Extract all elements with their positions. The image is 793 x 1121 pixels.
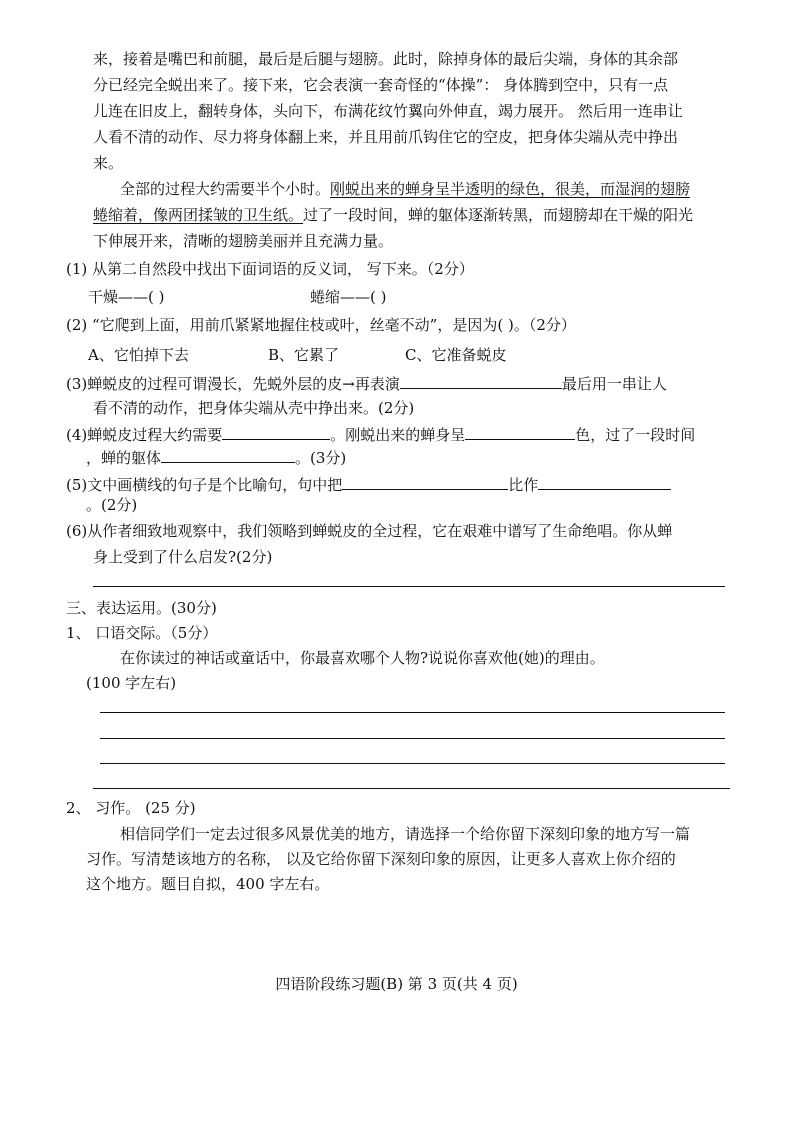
q2-option-b[interactable]: B、它累了	[268, 346, 340, 364]
simile-underlined-sentence: 刚蜕出来的蝉身呈半透明的绿色，很美，而湿润的翅膀	[330, 180, 691, 198]
oral-answer-line-1[interactable]	[100, 712, 725, 713]
writing-title: 2、 习作。 (25 分)	[66, 799, 196, 817]
question-1: (1) 从第二自然段中找出下面词语的反义词， 写下来。（2分）	[66, 260, 474, 278]
q4-text: (4)蝉蜕皮过程大约需要	[66, 426, 223, 444]
q3-text: (3)蝉蜕皮的过程可谓漫长，先蜕外层的皮→再表演	[66, 375, 400, 393]
oral-answer-line-2[interactable]	[100, 738, 725, 739]
writing-prompt-line-3: 这个地方。题目自拟，400 字左右。	[86, 875, 330, 893]
q5-text: (5)文中画横线的句子是个比喻句，句中把	[66, 476, 343, 494]
q4-body-blank[interactable]	[161, 448, 295, 463]
question-5	[66, 474, 671, 496]
question-5-cont: 。(2分)	[86, 496, 138, 514]
page-footer: 四语阶段练习题(B) 第 3 页(共 4 页)	[275, 975, 518, 993]
writing-prompt-line-2: 习作。写清楚该地方的名称， 以及它给你留下深刻印象的原因，让更多人喜欢上你介绍的	[86, 850, 676, 868]
passage-line-2: 分已经完全蜕出来了。接下来，它会表演一套奇怪的“体操”： 身体腾到空中，只有一点	[93, 76, 669, 94]
question-3	[66, 373, 667, 395]
q4-text-end: 色，过了一段时间	[575, 426, 696, 444]
passage-p2-line-1	[120, 178, 690, 200]
passage-plain-text: 过了一段时间，蝉的躯体逐渐转黑，而翅膀却在干燥的阳光	[303, 206, 694, 224]
simile-underlined-sentence-end: 蜷缩着，像两团揉皱的卫生纸。	[93, 206, 304, 224]
passage-line-4: 人看不清的动作、尽力将身体翻上来，并且用前爪钩住它的空皮，把身体尖端从壳中挣出	[93, 128, 679, 146]
oral-communication-title: 1、 口语交际。（5分）	[66, 624, 218, 642]
question-3-cont: 看不清的动作，把身体尖端从壳中挣出来。(2分)	[93, 399, 415, 417]
question-4-cont	[86, 447, 346, 469]
oral-answer-line-3[interactable]	[100, 763, 725, 764]
passage-line-3: 儿连在旧皮上，翻转身体，头向下，布满花纹竹翼向外伸直，竭力展开。 然后用一连串让	[93, 102, 683, 120]
oral-answer-line-4[interactable]	[93, 788, 730, 789]
q5-text-mid: 比作	[508, 476, 539, 494]
q2-option-a[interactable]: A、它怕掉下去	[88, 346, 189, 364]
q4-duration-blank[interactable]	[222, 425, 330, 440]
q4-color-blank[interactable]	[465, 425, 575, 440]
q3-answer-blank[interactable]	[400, 374, 562, 389]
passage-p2-line-2	[93, 204, 693, 226]
q4-score: 。(3分)	[295, 449, 347, 467]
passage-plain-text: 全部的过程大约需要半个小时。	[120, 180, 331, 198]
writing-prompt-line-1: 相信同学们一定去过很多风景优美的地方，请选择一个给你留下深刻印象的地方写一篇	[120, 825, 691, 843]
passage-line-1: 来，接着是嘴巴和前腿，最后是后腿与翅膀。此时，除掉身体的最后尖端，身体的其余部	[93, 50, 679, 68]
oral-prompt: 在你读过的神话或童话中，你最喜欢哪个人物?说说你喜欢他(她)的理由。	[120, 649, 605, 667]
q5-subject-blank[interactable]	[342, 475, 508, 490]
oral-length-hint: (100 字左右)	[86, 674, 177, 692]
question-6-cont: 身上受到了什么启发?(2分)	[93, 548, 273, 566]
q3-text-end: 最后用一串让人	[561, 375, 667, 393]
question-4	[66, 424, 695, 446]
q2-option-c[interactable]: C、它准备蜕皮	[405, 346, 507, 364]
question-2: (2) “它爬到上面，用前爪紧紧地握住枝或叶，丝毫不动”，是因为( )。（2分）	[66, 316, 576, 334]
passage-p2-line-3: 下伸展开来，清晰的翅膀美丽并且充满力量。	[93, 232, 394, 250]
q4-text-mid: 。刚蜕出来的蝉身呈	[330, 426, 466, 444]
q6-answer-line[interactable]	[93, 586, 725, 587]
q4-text-2: ，蝉的躯体	[86, 449, 162, 467]
passage-line-5: 来。	[93, 154, 124, 172]
q5-object-blank[interactable]	[538, 475, 671, 490]
section-3-title: 三、表达运用。(30分)	[66, 599, 217, 617]
q1-answer-curl[interactable]: 蜷缩——( )	[310, 288, 387, 306]
q1-answer-dry[interactable]: 干燥——( )	[88, 288, 165, 306]
question-6: (6)从作者细致地观察中，我们领略到蝉蜕皮的全过程，它在艰难中谱写了生命绝唱。你从蝉	[66, 522, 673, 540]
